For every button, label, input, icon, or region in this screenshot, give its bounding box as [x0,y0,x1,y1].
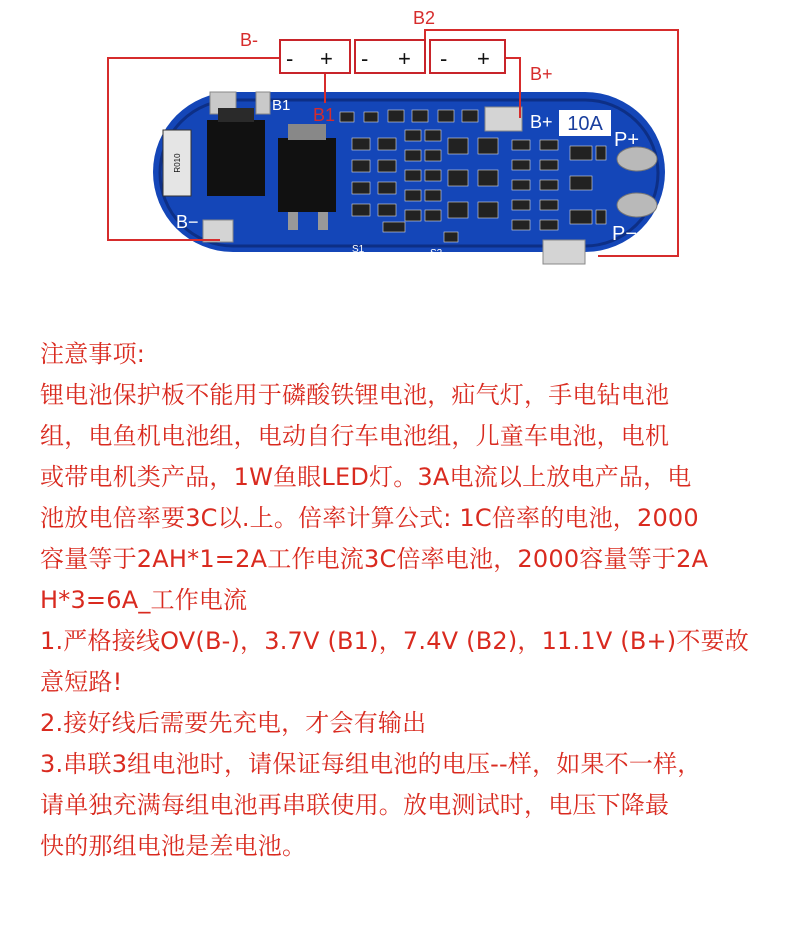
battery-cell-3 [430,40,505,73]
board-label-s2: S2 [430,248,443,259]
cell-2-minus: - [361,46,369,71]
mosfet-1-tab [218,108,254,122]
notes-line: 请单独充满每组电池再串联使用。放电测试时，电压下降最 [40,791,670,819]
wire-label-b1: B1 [313,105,336,125]
mosfet-2 [278,138,336,212]
wire-label-b2: B2 [413,8,436,28]
mosfet-2-leg [288,212,298,230]
board-label-b1: B1 [272,97,291,114]
wire-label-b-minus: B- [240,30,258,50]
resistor-label: R010 [173,153,182,173]
notes-line: 锂电池保护板不能用于磷酸铁锂电池，疝气灯，手电钻电池 [40,381,670,409]
mosfet-2-tab [288,124,326,140]
p-minus-pad [617,193,657,217]
wire-label-b-plus: B+ [530,64,553,84]
notes-line: 2.接好线后需要先充电，才会有输出 [40,709,427,737]
battery-cell-2 [355,40,425,73]
cell-3-plus: + [477,46,490,71]
board-label-p-plus: P+ [614,129,640,151]
notes-line: H*3=6A_工作电流 [40,586,248,614]
b1-pad-2 [256,92,270,114]
board-label-b-plus: B+ [530,112,553,132]
notes-line: 或带电机类产品，1W鱼眼LED灯。3A电流以上放电产品，电 [40,463,692,491]
mosfet-2-leg-2 [318,212,328,230]
bms-wiring-diagram [0,0,790,300]
b-minus-pad [203,220,233,242]
cell-1-plus: + [320,46,333,71]
board-label-s1: S1 [352,244,365,255]
cell-3-minus: - [440,46,448,71]
cell-1-minus: - [286,46,294,71]
p2-pad [543,240,585,264]
notes-line: 组，电鱼机电池组，电动自行车电池组，儿童车电池，电机 [40,422,670,450]
mosfet-1 [207,120,265,196]
notes-line: 容量等于2AH*1=2A工作电流3C倍率电池，2000容量等于2A [40,545,709,573]
cell-2-plus: + [398,46,411,71]
notes-line: 1.严格接线OV(B-)，3.7V (B1)，7.4V (B2)，11.1V (B+)不要故 [40,627,749,655]
notes-line: 3.串联3组电池时，请保证每组电池的电压--样，如果不一样， [40,750,702,778]
notes-heading: 注意事项: [40,340,146,368]
notes-line: 意短路! [40,668,123,696]
notes-section [40,334,775,867]
board-label-b-minus: B− [176,212,199,232]
notes-line: 快的那组电池是差电池。 [40,832,307,860]
board-label-p-minus: P− [612,223,638,245]
b-plus-pad [485,107,522,131]
notes-line: 池放电倍率要3C以.上。倍率计算公式: 1C倍率的电池，2000 [40,504,699,532]
board-label-p2: P2 [586,250,606,267]
battery-cell-1 [280,40,350,73]
board-label-rating: 10A [567,113,603,135]
